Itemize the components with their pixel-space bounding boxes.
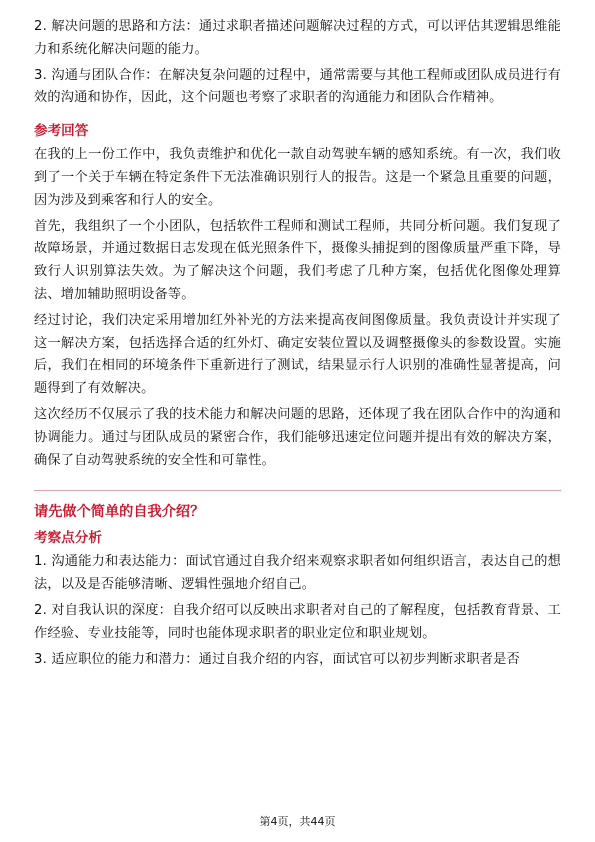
question-title: 请先做个简单的自我介绍？: [34, 504, 205, 521]
analysis-point: 3. 适应职位的能力和潜力：通过自我介绍的内容，面试官可以初步判断求职者是否: [34, 651, 520, 667]
answer-paragraph: 在我的上一份工作中，我负责维护和优化一款自动驾驶车辆的感知系统。有一次，我们收到了一个关于车辆在特定条件下无法准确识别行人的报告。这是一个紧急且重要的问题，因为涉及到乘客和行人的安全。: [34, 147, 561, 208]
intro-point: 2. 解决问题的思路和方法：通过求职者描述问题解决过程的方式，可以评估其逻辑思维能力和系统化解决问题的能力。: [34, 19, 561, 57]
intro-point: 3. 沟通与团队合作：在解决复杂问题的过程中，通常需要与其他工程师或团队成员进行有效的沟通和协作，因此，这个问题也考察了求职者的沟通能力和团队合作精神。: [34, 67, 561, 106]
analysis-point: 1. 沟通能力和表达能力：面试官通过自我介绍来观察求职者如何组织语言，表达自己的想法，以及是否能够清晰、逻辑性强地介绍自己。: [34, 554, 561, 593]
answer-paragraph: 首先，我组织了一个小团队，包括软件工程师和测试工程师，共同分析问题。我们复现了故障场景，并通过数据日志发现在低光照条件下，摄像头捕捉到的图像质量严重下降，导致行人识别算法失效。为了解决这个问题，我们考虑了几种方案，包括优化图像处理算法、增加辅助照明设备等。: [34, 218, 561, 302]
section-divider: [34, 490, 561, 491]
intro-points: [34, 16, 561, 110]
next-question-section: [34, 501, 561, 671]
answer-paragraph: 这次经历不仅展示了我的技术能力和解决问题的思路，还体现了我在团队合作中的沟通和协调能力。通过与团队成员的紧密合作，我们能够迅速定位问题并提出有效的解决方案，确保了自动驾驶系统的安全性和可靠性。: [34, 406, 561, 468]
reference-answer-section: [34, 120, 561, 472]
answer-paragraph: 经过讨论，我们决定采用增加红外补光的方法来提高夜间图像质量。我负责设计并实现了这一解决方案，包括选择合适的红外灯、确定安装位置以及调整摄像头的参数设置。实施后，我们在相同的环境条件下重新进行了测试，结果显示行人识别的准确性显著提高，问题得到了有效解决。: [34, 312, 561, 397]
analysis-heading: 考察点分析: [34, 530, 102, 547]
analysis-point: 2. 对自我认识的深度：自我介绍可以反映出求职者对自己的了解程度，包括教育背景、工作经验、专业技能等，同时也能体现求职者的职业定位和职业规划。: [34, 602, 561, 641]
page-number: 第4页，共44页: [259, 815, 336, 828]
reference-answer-heading: 参考回答: [34, 123, 89, 140]
